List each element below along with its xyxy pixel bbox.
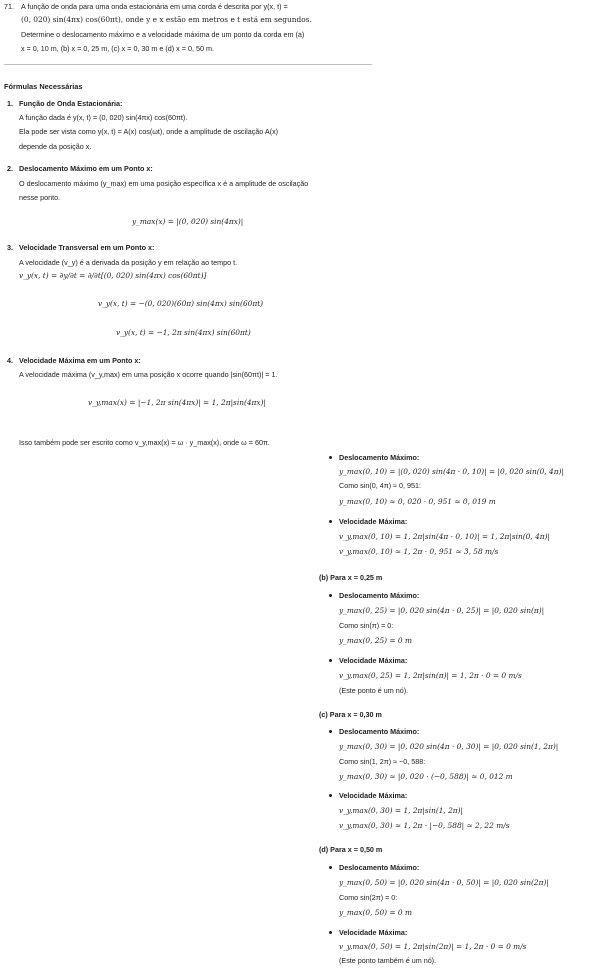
problem-line-4: x = 0, 10 m, (b) x = 0, 25 m, (c) x = 0, 30 m e (d) x = 0, 50 m. [21, 44, 214, 53]
part-a-velocity-line-2: v_y,max(0, 10) ≈ 1, 2π · 0, 951 ≈ 3, 58 m/s [339, 547, 499, 556]
part-a-displacement-line-2: Como sin(0, 4π) ≈ 0, 951: [339, 481, 422, 490]
section-3-equation-1: v_y(x, t) = −(0, 020)(60π) sin(4πx) sin(60πt) [98, 299, 264, 308]
part-d-displacement-title: Deslocamento Máximo: [339, 863, 420, 872]
divider [4, 64, 372, 65]
section-4-line-1: A velocidade máxima (v_y,max) em uma posição x ocorre quando |sin(60πt)| = 1. [19, 370, 278, 379]
section-3-equation-2: v_y(x, t) = −1, 2π sin(4πx) sin(60πt) [116, 328, 251, 337]
section-3-title: Velocidade Transversal em um Ponto x: [19, 243, 155, 252]
bullet [329, 931, 332, 934]
part-d-velocity-line-2: (Este ponto também é um nó). [339, 956, 437, 965]
section-3-line-1: A velocidade (v_y) é a derivada da posição y em relação ao tempo t. [19, 258, 238, 267]
problem-line-2: (0, 020) sin(4πx) cos(60πt), onde y e x estão em metros e t está em segundos. [21, 15, 312, 24]
section-1-title: Função de Onda Estacionária: [19, 99, 123, 108]
part-d-velocity-line-1: v_y,max(0, 50) = 1, 2π|sin(2π)| = 1, 2π · 0 = 0 m/s [339, 942, 527, 951]
section-2-num: 2. [7, 164, 13, 173]
bullet [329, 456, 332, 459]
part-d-velocity-title: Velocidade Máxima: [339, 928, 408, 937]
section-1-num: 1. [7, 99, 13, 108]
problem-line-3: Determine o deslocamento máximo e a velocidade máxima de um ponto da corda em (a) [21, 30, 305, 39]
part-c-displacement-line-1: y_max(0, 30) = |0, 020 sin(4π · 0, 30)| = |0, 020 sin(1, 2π)| [339, 742, 559, 751]
bullet [329, 794, 332, 797]
section-3-line-2: v_y(x, t) = ∂y/∂t = ∂/∂t[(0, 020) sin(4πx) cos(60πt)] [19, 271, 207, 280]
part-c-displacement-line-3: y_max(0, 30) ≈ |0, 020 · (−0, 588)| ≈ 0, 012 m [339, 772, 513, 781]
section-2-line-2: nesse ponto. [19, 193, 61, 202]
part-b-velocity-title: Velocidade Máxima: [339, 656, 408, 665]
part-c-displacement-line-2: Como sin(1, 2π) ≈ −0, 588: [339, 757, 426, 766]
part-c-displacement-title: Deslocamento Máximo: [339, 727, 420, 736]
part-d-header: (d) Para x = 0,50 m [319, 845, 383, 854]
part-a-displacement-line-3: y_max(0, 10) ≈ 0, 020 · 0, 951 ≈ 0, 019 m [339, 497, 496, 506]
bullet [329, 594, 332, 597]
bullet [329, 520, 332, 523]
section-4-title: Velocidade Máxima em um Ponto x: [19, 356, 141, 365]
part-c-velocity-line-1: v_y,max(0, 30) = 1, 2π|sin(1, 2π)| [339, 806, 464, 815]
section-1-line-1: A função dada é y(x, t) = (0, 020) sin(4πx) cos(60πt). [19, 113, 188, 122]
problem-line-1: A função de onda para uma onda estacionária em uma corda é descrita por y(x, t) = [21, 2, 288, 11]
part-d-displacement-line-3: y_max(0, 50) = 0 m [339, 908, 412, 917]
part-b-velocity-line-2: (Este ponto é um nó). [339, 686, 409, 695]
bullet [329, 659, 332, 662]
part-b-displacement-line-3: y_max(0, 25) = 0 m [339, 636, 412, 645]
part-c-velocity-title: Velocidade Máxima: [339, 791, 408, 800]
formulas-title: Fórmulas Necessárias [4, 82, 83, 91]
section-4-num: 4. [7, 356, 13, 365]
part-d-displacement-line-2: Como sin(2π) = 0: [339, 893, 398, 902]
section-1-line-3: depende da posição x. [19, 142, 92, 151]
part-b-velocity-line-1: v_y,max(0, 25) = 1, 2π|sin(π)| = 1, 2π · 0 = 0 m/s [339, 671, 522, 680]
section-2-title: Deslocamento Máximo em um Ponto x: [19, 164, 153, 173]
part-a-displacement-title: Deslocamento Máximo: [339, 453, 420, 462]
part-b-header: (b) Para x = 0,25 m [319, 573, 383, 582]
part-a-displacement-line-1: y_max(0, 10) = |(0, 020) sin(4π · 0, 10)| = |0, 020 sin(0, 4π)| [339, 467, 564, 476]
part-b-displacement-line-1: y_max(0, 25) = |0, 020 sin(4π · 0, 25)| = |0, 020 sin(π)| [339, 606, 545, 615]
bullet [329, 730, 332, 733]
part-a-velocity-line-1: v_y,max(0, 10) = 1, 2π|sin(4π · 0, 10)| = 1, 2π|sin(0, 4π)| [339, 532, 550, 541]
problem-number: 71. [4, 2, 14, 11]
part-c-velocity-line-2: v_y,max(0, 30) ≈ 1, 2π · |−0, 588| ≈ 2, 22 m/s [339, 821, 510, 830]
part-d-displacement-line-1: y_max(0, 50) = |0, 020 sin(4π · 0, 50)| = |0, 020 sin(2π)| [339, 878, 549, 887]
section-3-num: 3. [7, 243, 13, 252]
omega-note: Isso também pode ser escrito como v_y,max(x) = ω · y_max(x), onde ω = 60π. [19, 438, 270, 447]
part-b-displacement-line-2: Como sin(π) = 0: [339, 621, 394, 630]
bullet [329, 866, 332, 869]
section-4-equation: v_y,max(x) = |−1, 2π sin(4πx)| = 1, 2π|sin(4πx)| [88, 398, 266, 407]
part-b-displacement-title: Deslocamento Máximo: [339, 591, 420, 600]
part-a-velocity-title: Velocidade Máxima: [339, 517, 408, 526]
section-2-line-1: O deslocamento máximo (y_max) em uma posição específica x é a amplitude de oscilação [19, 179, 309, 188]
section-2-equation: y_max(x) = |(0, 020) sin(4πx)| [132, 217, 244, 226]
section-1-line-2: Ela pode ser vista como y(x, t) = A(x) cos(ωt), onde a amplitude de oscilação A(x) [19, 127, 279, 136]
part-c-header: (c) Para x = 0,30 m [319, 710, 382, 719]
